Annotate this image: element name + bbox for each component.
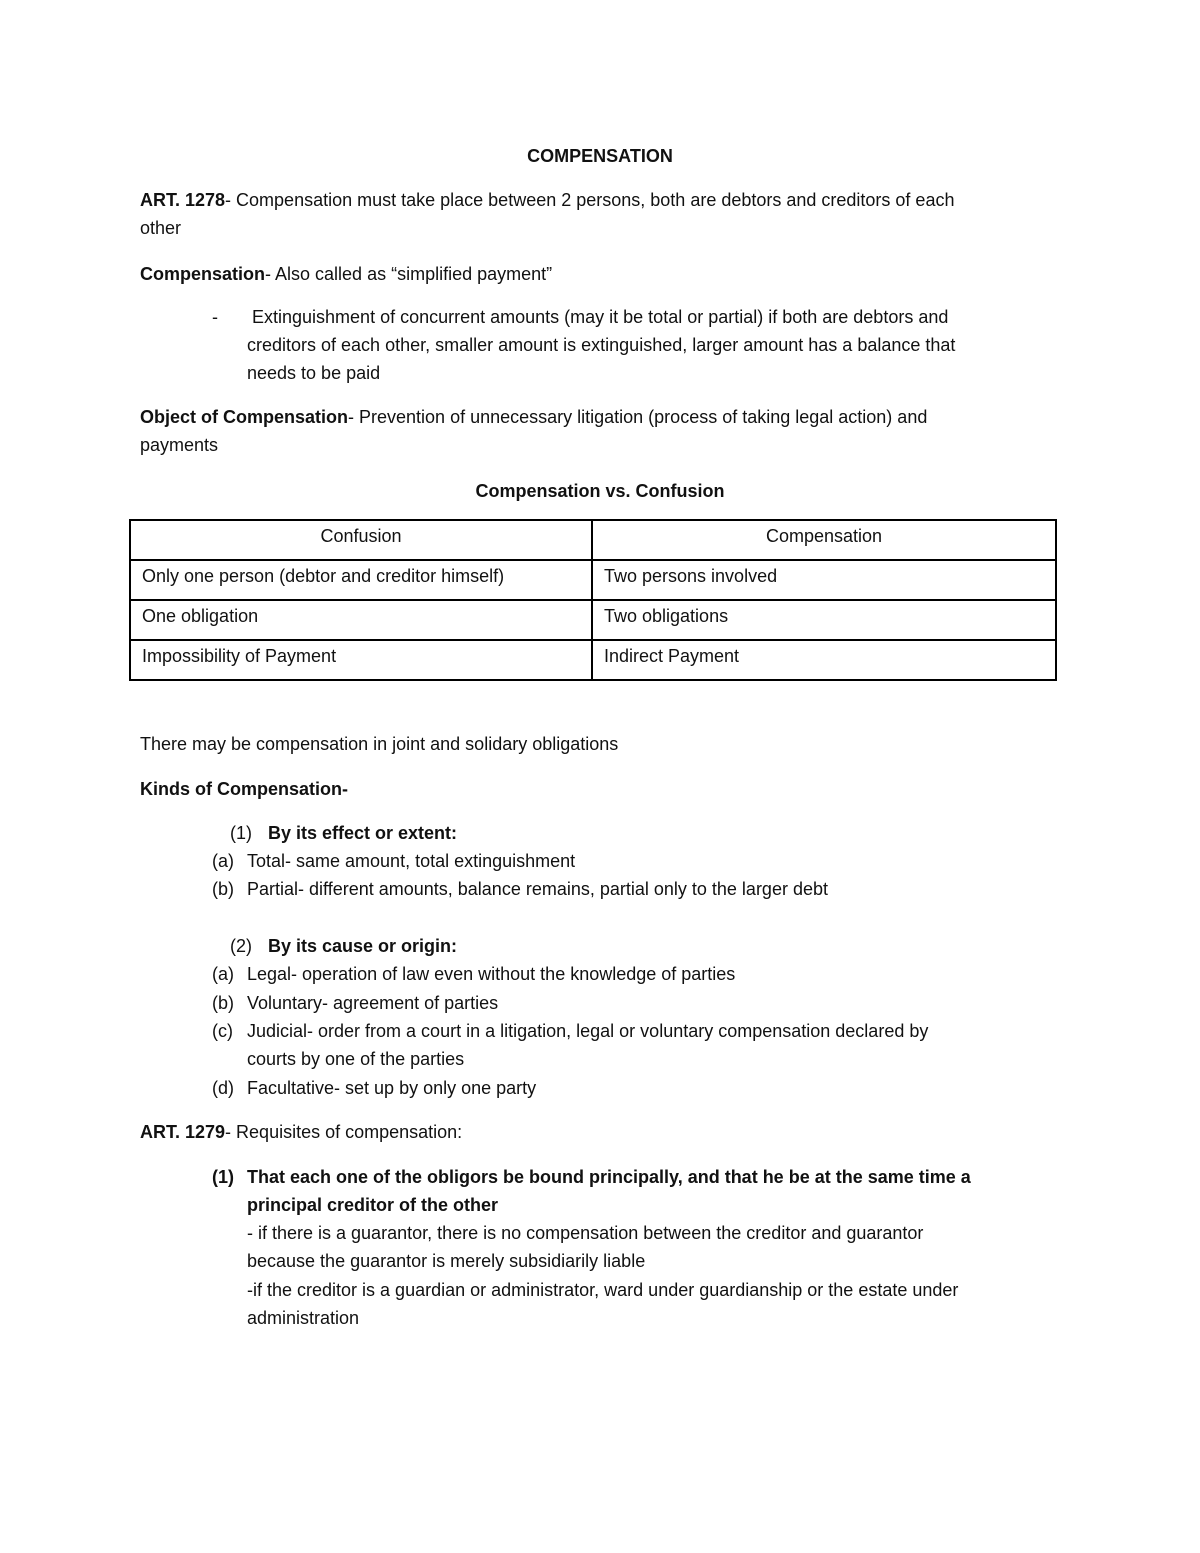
object-line1 [140,403,927,431]
object-text-1: - Prevention of unnecessary litigation (process of taking legal action) and [348,407,928,427]
table-cell: Two persons involved [592,560,1056,600]
joint-note: There may be compensation in joint and solidary obligations [140,734,619,754]
art1278-label: ART. 1278 [140,190,226,210]
kinds-group1-num: (1) [230,823,252,843]
bullet-line2: creditors of each other, smaller amount is extinguished, larger amount has a balance that [247,335,956,355]
req1-line5: -if the creditor is a guardian or administrator, ward under guardianship or the estate under [247,1280,959,1300]
kinds-heading: Kinds of Compensation- [140,779,348,799]
definition-line [140,260,552,288]
table-cell: Indirect Payment [592,640,1056,680]
req1-line3: - if there is a guarantor, there is no compensation between the creditor and guarantor [247,1223,924,1243]
bullet-line3: needs to be paid [247,363,381,383]
table-row [130,600,1056,640]
bullet-marker: - [212,307,218,327]
definition-text: - Also called as “simplified payment” [265,264,553,284]
req1-line6: administration [247,1308,360,1328]
kinds-group1-item-b: Partial- different amounts, balance remains, partial only to the larger debt [247,879,828,899]
definition-label: Compensation [140,264,266,284]
req1-bold-line1: That each one of the obligors be bound principally, and that he be at the same time a [247,1167,971,1187]
object-label: Object of Compensation [140,407,349,427]
comparison-table [129,519,1057,681]
req1-line4: because the guarantor is merely subsidiarily liable [247,1251,646,1271]
kinds-group1-letter-b: (b) [212,879,234,899]
kinds-group2-item-a: Legal- operation of law even without the knowledge of parties [247,964,736,984]
kinds-group2-title: By its cause or origin: [268,936,458,956]
art1278-line2: other [140,218,182,238]
table-header-confusion: Confusion [130,520,592,560]
art1278-line1 [140,186,954,214]
kinds-group2-letter-c: (c) [212,1021,233,1041]
kinds-group1-letter-a: (a) [212,851,234,871]
kinds-group2-item-b: Voluntary- agreement of parties [247,993,499,1013]
table-row [130,640,1056,680]
kinds-group2-item-c: Judicial- order from a court in a litigation, legal or voluntary compensation declared by [247,1021,929,1041]
art1279-line [140,1118,462,1146]
table-row [130,560,1056,600]
table-header-row [130,520,1056,560]
table-header-compensation: Compensation [592,520,1056,560]
kinds-group2-item-d: Facultative- set up by only one party [247,1078,537,1098]
kinds-group2-num: (2) [230,936,252,956]
kinds-group2-letter-b: (b) [212,993,234,1013]
object-line2: payments [140,435,219,455]
req1-num: (1) [212,1167,234,1187]
table-cell: Impossibility of Payment [130,640,592,680]
table-cell: Two obligations [592,600,1056,640]
bullet-line1: Extinguishment of concurrent amounts (may it be total or partial) if both are debtors and [252,307,949,327]
kinds-group1-title: By its effect or extent: [268,823,458,843]
kinds-group2-letter-d: (d) [212,1078,234,1098]
table-title: Compensation vs. Confusion [475,481,725,501]
art1279-label: ART. 1279 [140,1122,226,1142]
table-cell: One obligation [130,600,592,640]
kinds-group1-item-a: Total- same amount, total extinguishment [247,851,576,871]
document-title: COMPENSATION [527,146,673,166]
art1278-text-1: - Compensation must take place between 2 persons, both are debtors and creditors of each [225,190,955,210]
table-cell: Only one person (debtor and creditor himself) [130,560,592,600]
kinds-group2-letter-a: (a) [212,964,234,984]
kinds-group2-item-c-cont: courts by one of the parties [247,1049,465,1069]
art1279-text: - Requisites of compensation: [225,1122,463,1142]
req1-bold-line2: principal creditor of the other [247,1195,499,1215]
